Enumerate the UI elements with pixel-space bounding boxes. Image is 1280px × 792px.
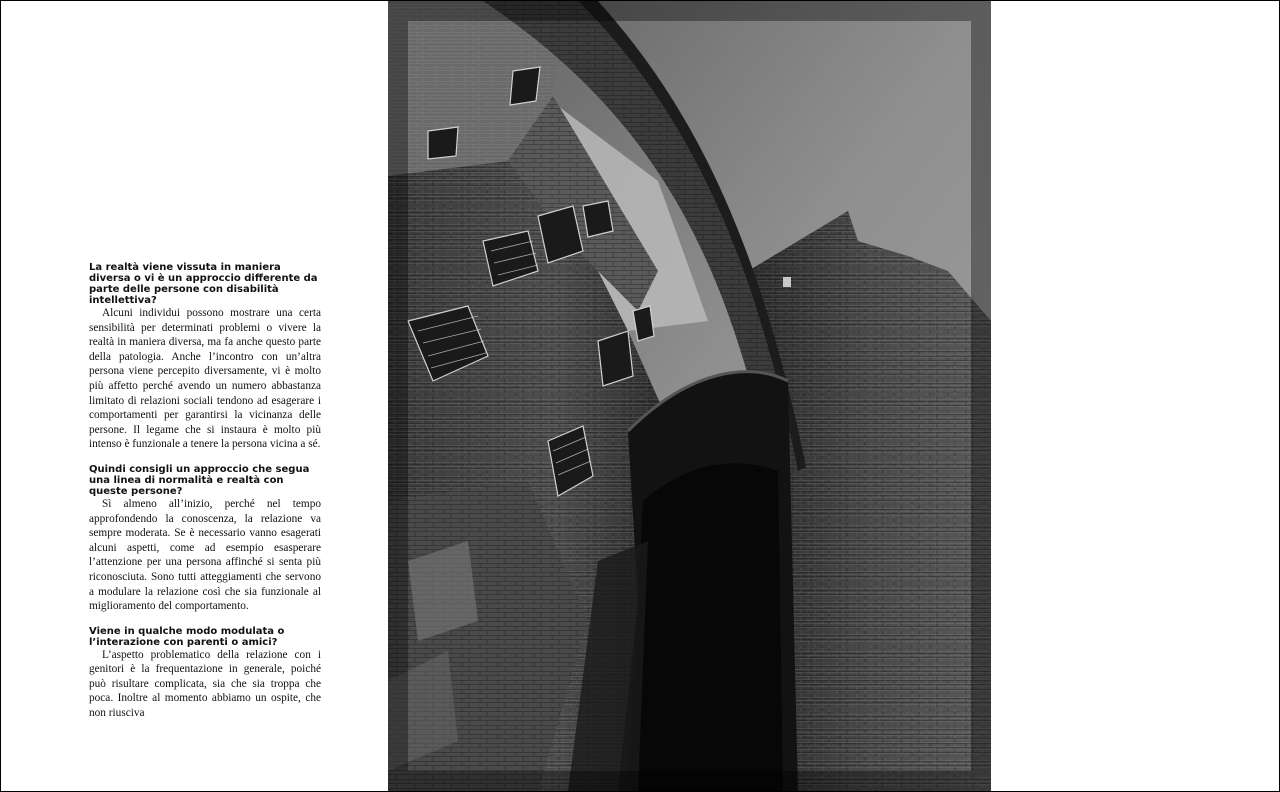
interview-answer-2: Sì almeno all’inizio, perché nel tempo approfondendo la conoscenza, la relazione va sempre moderata. Se è necessario vanno esagerati alcuni aspetti, come ad esempio esasperare l’attenzione per una persona affinché si senta più riconosciuta. Sono tutti atteggiamenti che servono a modulare la relazione così che sia funzionale al miglioramento del comportamento. xyxy=(89,497,321,613)
interview-question-2: Quindi consigli un approccio che segua una linea di normalità e realtà con queste persone? xyxy=(89,463,310,497)
interview-answer-3: L’aspetto problematico della relazione con i genitori è la frequentazione in generale, poiché può risultare complicata, sia che sia troppa che poca. Inoltre al momento abbiamo un ospite, che non riusciva xyxy=(89,648,321,720)
interview-answer-1: Alcuni individui possono mostrare una certa sensibilità per determinati problemi o vivere la realtà in maniera diversa, ma fa anche questo parte della patologia. Anche l’incontro con un’altra persona viene percepito diversamente, vi è molto più affetto perché avendo un numero abbastanza limitato di relazioni sociali tendono ad esagerare i comportamenti per garantirsi la vicinanza delle persone. Il legame che si instaura è molto più intenso è funzionale a tenere la persona vicina a sé. xyxy=(89,307,321,451)
interview-question-1: La realtà viene vissuta in maniera diversa o vi è un approccio differente da parte delle persone con disabilità intellettiva? xyxy=(89,262,318,306)
interview-text-column xyxy=(89,262,321,733)
arch-photo xyxy=(388,1,991,791)
arch-photo-illustration xyxy=(388,1,991,791)
interview-question-3: Viene in qualche modo modulata o l’interazione con parenti o amici? xyxy=(89,625,285,648)
